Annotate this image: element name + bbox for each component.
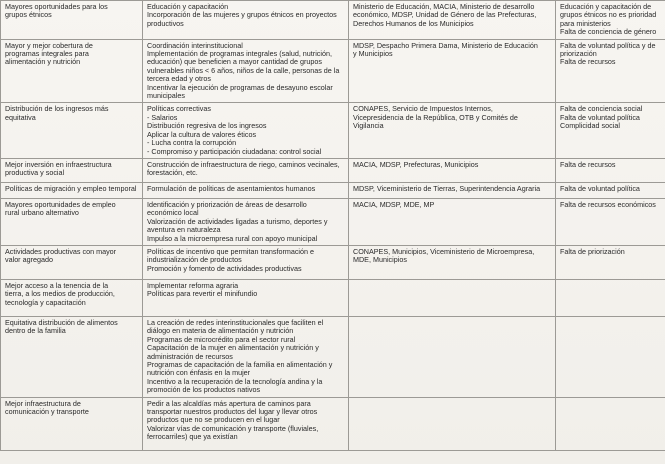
table-cell [349,1,556,40]
table-cell [143,158,349,182]
table-row [1,245,665,279]
table-cell [349,316,556,397]
table-cell [1,245,143,279]
table-cell [349,397,556,450]
cell-text: Implementar reforma agraria Políticas para revertir el minifundio [147,280,258,299]
table-cell [143,1,349,40]
cell-text: Falta de recursos [560,159,616,169]
table-cell [143,198,349,245]
table-body [1,1,665,451]
table-cell [143,39,349,103]
cell-text: Mejor infraestructura de comunicación y transporte [5,398,89,416]
table-cell [556,158,665,182]
cell-text: CONAPES, Servicio de Impuestos Internos, Vicepresidencia de la República, OTB y Comités de Vigilancia [353,104,518,131]
cell-text: Mayor y mejor cobertura de programas integrales para alimentación y nutrición [5,40,93,67]
cell-text: Mayores oportunidades de empleo rural urbano alternativo [5,199,116,218]
cell-text: Políticas de incentivo que permitan transformación e industrialización de productos Promoción y fomento de actividades productivas [147,246,314,273]
table-cell [556,397,665,450]
cell-text: Identificación y priorización de áreas de desarrollo económico local Valorización de actividades ligadas a turismo, deportes y aventura en naturaleza Impulso a la microempresa rural con apoyo municipal [147,199,328,243]
table-cell [143,182,349,198]
cell-text: Educación y capacitación Incorporación de las mujeres y grupos étnicos en proyectos productivos [147,2,337,28]
table-cell [556,103,665,158]
cell-text: Políticas de migración y empleo temporal [5,183,137,193]
table-cell [349,245,556,279]
table-cell [556,245,665,279]
cell-text: Equitativa distribución de alimentos dentro de la familia [5,317,118,336]
cell-text: Pedir a las alcaldías más apertura de caminos para transportar nuestros productos del lugar y llevar otros productos que no se producen en el lugar Valorizar vías de comunicación y transporte (fluviales, ferrocarriles) que ya existían [147,398,319,442]
cell-text: Ministerio de Educación, MACIA, Ministerio de desarrollo económico, MDSP, Unidad de Género de las Prefecturas, Derechos Humanos de los Municipios [353,2,537,28]
cell-text: Construcción de infraestructura de riego, caminos vecinales, forestación, etc. [147,159,340,178]
table-cell [143,316,349,397]
table-row [1,397,665,450]
table-cell [349,279,556,316]
table-row [1,1,665,40]
table-row [1,182,665,198]
table-cell [556,39,665,103]
table-cell [143,397,349,450]
cell-text: MACIA, MDSP, Prefecturas, Municipios [353,159,479,169]
cell-text: Falta de priorización [560,246,625,256]
cell-text: CONAPES, Municipios, Viceministerio de Microempresa, MDE, Municipios [353,246,535,265]
table-cell [1,39,143,103]
table-cell [349,39,556,103]
table-cell [1,198,143,245]
cell-text: Políticas correctivas - Salarios Distribución regresiva de los ingresos Aplicar la cultura de valores éticos - Lucha contra la corrupción - Compromiso y participación ciudadana: control social [147,104,322,156]
cell-text: Coordinación interinstitucional Implementación de programas integrales (salud, nutrición, educación) que beneficien a mayor cantidad de grupos vulnerables niños < 6 años, niños de la calle, personas de la tercera edad y otros Incentivar la ejecución de programas de desayuno escolar municipales [147,40,340,101]
table-cell [556,279,665,316]
cell-text: MACIA, MDSP, MDE, MP [353,199,435,209]
table-cell [1,182,143,198]
cell-text: Falta de voluntad política y de priorización Falta de recursos [560,40,656,67]
cell-text: Mejor inversión en infraestructura productiva y social [5,159,112,178]
table-cell [143,103,349,158]
table-cell [556,316,665,397]
table-row [1,316,665,397]
table-cell [143,245,349,279]
table-cell [349,103,556,158]
table-row [1,279,665,316]
table-cell [1,279,143,316]
table-cell [556,1,665,40]
table-cell [143,279,349,316]
cell-text: Actividades productivas con mayor valor agregado [5,246,117,265]
table-cell [556,198,665,245]
table-cell [1,1,143,40]
cell-text: Distribución de los ingresos más equitativa [5,104,109,122]
cell-text: Falta de voluntad política [560,183,640,193]
table-row [1,158,665,182]
cell-text: Mejor acceso a la tenencia de la tierra, a los medios de producción, tecnología y capacitación [5,280,115,307]
cell-text: La creación de redes interinstitucionales que faciliten el diálogo en materia de alimentación y nutrición Programas de microcrédito para el sector rural Capacitación de la mujer en alimentación y nutrición y administración de recursos Programas de capacitación de la familia en alimentación y nutrición con énfasis en la mujer Incentivo a la recuperación de la tecnología andina y la promoción de los productos nativos [147,317,333,395]
cell-text: Falta de conciencia social Falta de voluntad política Complicidad social [560,104,643,131]
table-cell [349,198,556,245]
table-row [1,103,665,158]
cell-text: MDSP, Despacho Primera Dama, Ministerio de Educación y Municipios [353,40,538,59]
table-row [1,39,665,103]
table-row [1,198,665,245]
table-cell [349,182,556,198]
table-cell [1,103,143,158]
table-cell [556,182,665,198]
cell-text: Mayores oportunidades para los grupos étnicos [5,2,108,20]
table-cell [1,316,143,397]
table-cell [1,158,143,182]
table-cell [349,158,556,182]
cell-text: Falta de recursos económicos [560,199,656,209]
cell-text: Formulación de políticas de asentamientos humanos [147,183,316,193]
cell-text: Educación y capacitación de grupos étnicos no es prioridad para ministerios Falta de conciencia de género [560,2,657,37]
table-cell [1,397,143,450]
cell-text: MDSP, Viceministerio de Tierras, Superintendencia Agraria [353,183,541,193]
